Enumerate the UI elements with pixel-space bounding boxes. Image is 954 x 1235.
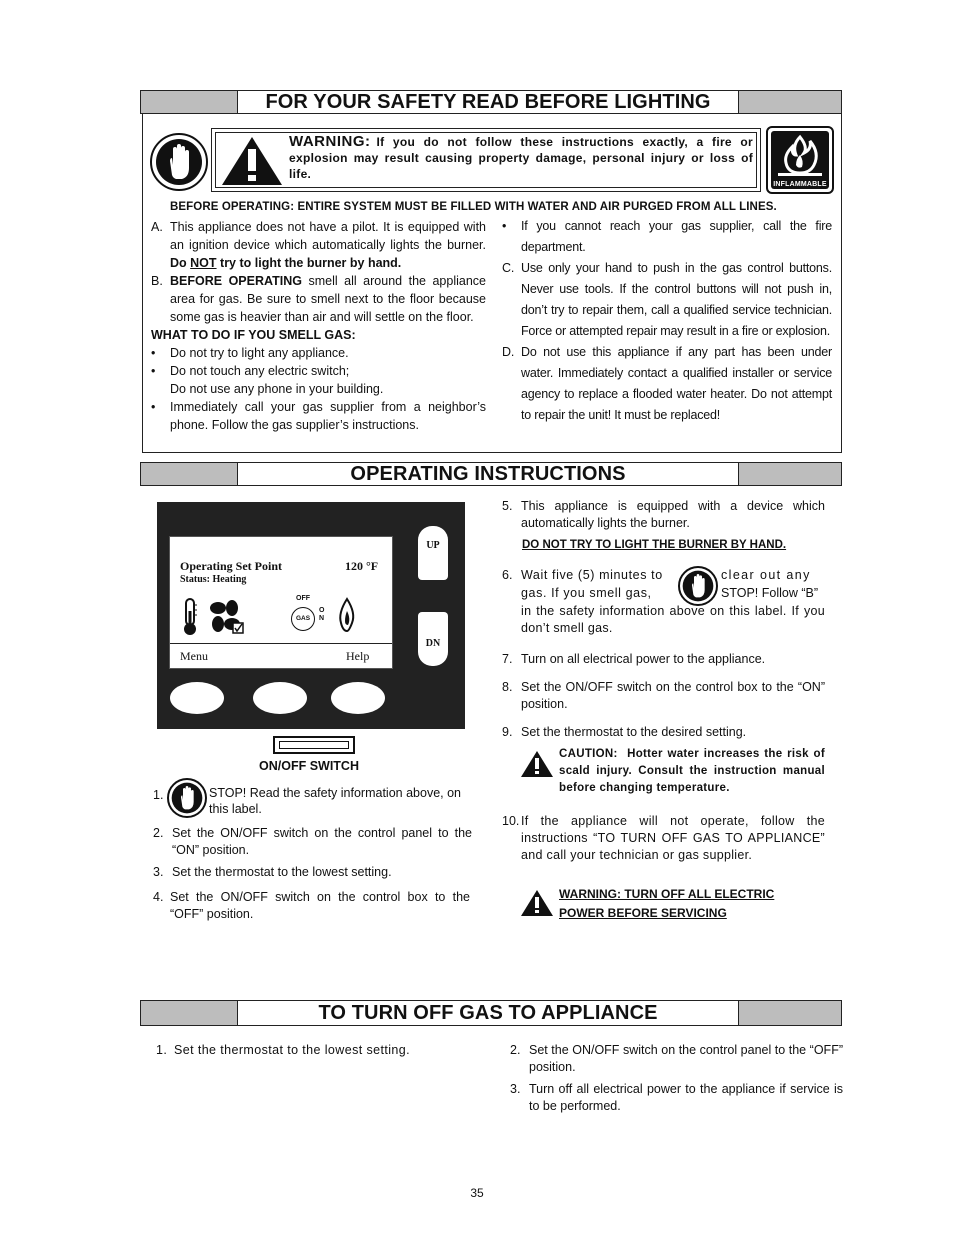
op-step-3 — [153, 864, 472, 881]
help-label: Help — [346, 649, 370, 663]
step-key: 2. — [510, 1043, 521, 1057]
menu-label: Menu — [180, 649, 208, 663]
down-button[interactable] — [418, 612, 448, 666]
fan-icon — [206, 599, 246, 635]
warning-label: WARNING: — [289, 133, 371, 150]
step-text: Turn off all electrical power to the appliance if service is to be performed. — [529, 1082, 843, 1113]
item-text: Do not try to light any appliance. — [170, 346, 349, 360]
safety-header: FOR YOUR SAFETY READ BEFORE LIGHTING — [237, 90, 739, 114]
item-key: B. — [151, 274, 163, 288]
bullet: • — [151, 364, 156, 378]
step-text: STOP! Follow “B” — [721, 586, 819, 600]
safety-item-fire-dept — [502, 216, 832, 258]
panel-button-middle[interactable] — [253, 682, 307, 714]
safety-item-c — [502, 258, 832, 342]
flame-icon — [336, 597, 358, 633]
turnoff-step-2 — [510, 1042, 843, 1076]
step-key: 1. — [156, 1043, 168, 1057]
step-text: Turn on all electrical power to the appliance. — [521, 652, 766, 666]
item-text: smell all around the appliance area for gas. Be sure to smell next to the floor because some gas is heavier than air and will settle on the floor. — [170, 274, 486, 324]
step-key: 8. — [502, 680, 513, 694]
setpoint-value: 120 °F — [345, 559, 379, 573]
power-warning-line-2: POWER BEFORE SERVICING — [559, 906, 727, 920]
turnoff-step-1 — [156, 1042, 494, 1059]
lcd-display — [169, 536, 393, 669]
smell-gas-heading: WHAT TO DO IF YOU SMELL GAS: — [151, 328, 356, 342]
turnoff-header-bar — [140, 1000, 842, 1026]
step-text: Wait five (5) minutes to — [521, 568, 663, 582]
caution-triangle-icon — [520, 750, 554, 778]
on-off-switch[interactable] — [273, 736, 355, 754]
power-warning-line-1: WARNING: TURN OFF ALL ELECTRIC — [559, 887, 775, 901]
step-key: 7. — [502, 652, 513, 666]
caution-body: Hotter water increases the risk of scald injury. Consult the instruction manual before changing temperature. — [559, 748, 825, 794]
gas-valve-icon — [291, 607, 315, 631]
item-rest: try to light the burner by hand. — [220, 256, 402, 270]
step-key: 10. — [502, 814, 520, 828]
item-text: Do not touch any electric switch; — [170, 364, 350, 378]
step-text: Set the ON/OFF switch on the control box to the “ON” position. — [521, 680, 825, 711]
op-step-4 — [153, 889, 470, 923]
item-text: This appliance does not have a pilot. It is equipped with an ignition device which automatically lights the burner. — [170, 220, 486, 252]
op-step-8 — [502, 679, 825, 713]
up-label: UP — [426, 540, 440, 551]
operating-header-bar — [140, 462, 842, 486]
item-key: A. — [151, 220, 163, 234]
step-text: in the safety information above on this label. If you don’t smell gas. — [521, 604, 825, 635]
bullet: • — [151, 346, 156, 360]
step-text: Set the ON/OFF switch on the control panel to the “OFF” position. — [529, 1043, 843, 1074]
safety-left-column — [151, 218, 486, 434]
safety-item-a — [151, 218, 486, 272]
warning-body: If you do not follow these instructions exactly, a fire or explosion may result causing property damage, personal injury or loss of life. — [289, 135, 753, 181]
step-text: Set the ON/OFF switch on the control box to the “OFF” position. — [170, 890, 470, 921]
gas-on-label — [319, 607, 324, 623]
item-do: Do — [170, 256, 187, 270]
turnoff-step-3 — [510, 1081, 843, 1115]
smell-item-2 — [151, 362, 486, 398]
stop-hand-icon — [167, 778, 207, 818]
gas-valve-label: GAS — [295, 615, 311, 622]
step-key: 1. — [153, 788, 164, 802]
down-label: DN — [425, 638, 441, 649]
step-key: 6. — [502, 568, 513, 582]
item-bold: BEFORE OPERATING — [170, 274, 302, 288]
op-step-2 — [153, 825, 472, 859]
inflammable-label: INFLAMMABLE — [773, 181, 827, 188]
step-key: 9. — [502, 725, 513, 739]
do-not-light-warning: DO NOT TRY TO LIGHT THE BURNER BY HAND. — [522, 539, 787, 551]
item-text: If you cannot reach your gas supplier, call the fire department. — [521, 219, 832, 254]
item-text: Do not use this appliance if any part has been under water. Immediately contact a qualified installer or service agency to replace a flooded water heater. Do not attempt to repair the unit! It must be replaced! — [521, 345, 832, 422]
caution-label: CAUTION — [559, 748, 614, 760]
step-text: Set the ON/OFF switch on the control panel to the “ON” position. — [172, 826, 472, 857]
warning-text — [289, 134, 753, 182]
operating-header: OPERATING INSTRUCTIONS — [237, 462, 739, 486]
power-warning — [559, 885, 774, 923]
step-text: Set the thermostat to the lowest setting. — [172, 865, 392, 879]
safety-item-d — [502, 342, 832, 426]
bullet: • — [151, 400, 156, 414]
setpoint-label: Operating Set Point — [180, 559, 282, 573]
up-button[interactable] — [418, 526, 448, 580]
status-text: Status: Heating — [180, 574, 247, 585]
warning-box — [211, 128, 761, 192]
panel-button-left[interactable] — [170, 682, 224, 714]
stop-hand-icon — [150, 133, 208, 191]
warning-triangle-icon — [220, 135, 284, 187]
item-key: C. — [502, 261, 515, 275]
safety-right-column — [502, 216, 832, 426]
panel-button-right[interactable] — [331, 682, 385, 714]
safety-item-b — [151, 272, 486, 326]
item-text: Immediately call your gas supplier from a neighbor’s phone. Follow the gas supplier’s instructions. — [170, 400, 486, 432]
on-off-switch-label: ON/OFF SWITCH — [259, 759, 359, 773]
stop-hand-icon — [678, 566, 718, 606]
step-text: This appliance is equipped with a device which automatically lights the burner. — [521, 499, 825, 530]
step-text: Set the thermostat to the desired setting. — [521, 725, 747, 739]
on-o: O — [319, 607, 325, 614]
step-text: STOP! Read the safety information above, on this label. — [209, 786, 461, 816]
item-text: Do not use any phone in your building. — [170, 382, 384, 396]
step-text: Set the thermostat to the lowest setting. — [174, 1043, 410, 1057]
op-step-5 — [502, 498, 825, 532]
step-key: 5. — [502, 499, 513, 513]
gas-off-label: OFF — [296, 595, 310, 602]
step-key: 4. — [153, 890, 164, 904]
item-key: D. — [502, 345, 515, 359]
caution-text: CAUTION: Hotter water increases the risk of scald injury. Consult the instruction manual before changing temperature. — [559, 748, 825, 794]
step-text: gas. If you smell gas, — [521, 586, 652, 600]
bullet: • — [502, 219, 507, 233]
item-not: NOT — [190, 256, 217, 270]
op-step-9 — [502, 724, 825, 741]
step-key: 3. — [510, 1082, 521, 1096]
step-text: clear out any — [721, 568, 811, 582]
turnoff-header: TO TURN OFF GAS TO APPLIANCE — [237, 1000, 739, 1026]
smell-item-1 — [151, 344, 486, 362]
step-key: 2. — [153, 826, 164, 840]
inflammable-icon — [766, 126, 834, 194]
step-key: 3. — [153, 865, 164, 879]
safety-header-bar — [140, 90, 842, 114]
warning-triangle-icon — [520, 889, 554, 917]
smell-item-3 — [151, 398, 486, 434]
item-text: Use only your hand to push in the gas control buttons. Never use tools. If the control buttons will not push in, don’t try to repair them, call a qualified service technician. Force or attempted repair may result in a fire or explosion. — [521, 261, 832, 338]
thermometer-icon — [182, 597, 198, 637]
before-operating-note: BEFORE OPERATING: ENTIRE SYSTEM MUST BE FILLED WITH WATER AND AIR PURGED FROM ALL LINES. — [170, 201, 777, 213]
on-n: N — [319, 615, 325, 622]
op-step-7 — [502, 651, 825, 668]
page-number: 35 — [470, 1186, 484, 1200]
step-text: If the appliance will not operate, follow the instructions “TO TURN OFF GAS TO APPLIANCE” and call your technician or gas supplier. — [521, 814, 825, 862]
